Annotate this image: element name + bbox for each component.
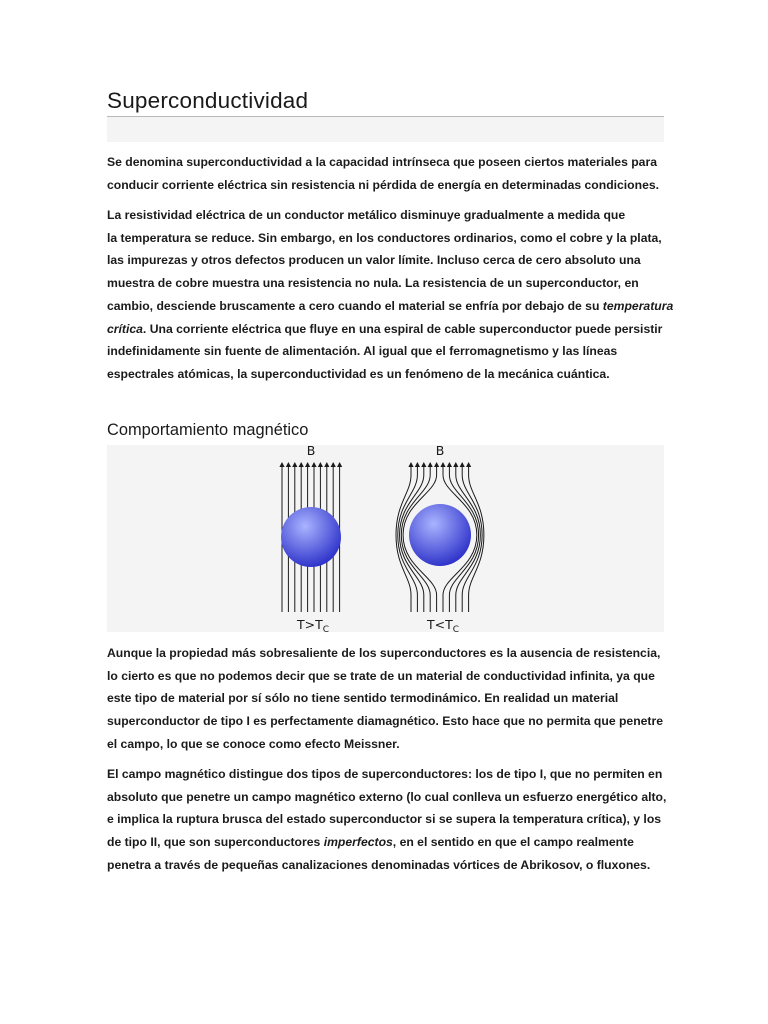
types-line-4-end: , en el sentido en que el campo realmente [392,835,634,850]
left-field-arrow [324,462,329,467]
resistivity-line-4: muestra de cobre muestra una resistencia no nula. La resistencia de un superconductor, en [107,276,639,291]
right-field-arrow [421,462,426,467]
types-line-2: absoluto que penetre un campo magnético externo (lo cual conlleva un esfuerzo energético alto, [107,789,667,804]
types-line-4-text: de tipo II, que son superconductores [107,835,324,850]
intro-line-2: conducir corriente eléctrica sin resistencia ni pérdida de energía en determinadas condiciones. [107,177,660,192]
left-field-arrow [337,462,342,467]
resistivity-line-5 [107,295,673,318]
meissner-line-5: el campo, lo que se conoce como efecto Meissner. [107,736,400,751]
section-heading-magnetic: Comportamiento magnético [107,421,309,439]
types-line-5: penetra a través de pequeñas canalizaciones denominadas vórtices de Abrikosov, o fluxones. [107,857,651,872]
resistivity-line-1: La resistividad eléctrica de un conductor metálico disminuye gradualmente a medida que [107,208,626,222]
right-field-arrow [415,462,420,467]
meissner-line-2: lo cierto es que no podemos decir que se trate de un material de conductividad infinita, ya que [107,668,655,683]
meissner-line-3: este tipo de material por sí sólo no tiene sentido termodinámico. En realidad un material [107,691,619,706]
left-field-arrow [305,462,310,467]
left-field-label: B [306,445,316,458]
left-field-arrow [286,462,291,467]
critical-term: crítica [107,321,143,336]
resistivity-line-3: las impurezas y otros defectos producen un valor límite. Incluso cerca de cero absoluto una [107,253,641,268]
resistivity-line-7: indefinidamente sin fuente de alimentación. Al igual que el ferromagnetismo y las líneas [107,344,618,359]
right-caption-main: T<T [427,617,453,632]
meissner-diagram [107,445,664,632]
right-field-arrow [428,462,433,467]
left-field-arrow [318,462,323,467]
right-caption [426,617,459,632]
meissner-paragraph [107,642,663,756]
right-field-arrow [447,462,452,467]
critical-temperature-term: temperatura [602,298,674,313]
meissner-line-4: superconductor de tipo I es perfectamente diamagnético. Esto hace que no permita que penetre [107,714,664,729]
resistivity-line-8: espectrales atómicas, la superconductividad es un fenómeno de la mecánica cuántica. [107,366,610,381]
left-field-arrow [299,462,304,467]
resistivity-line-6-text: . Una corriente eléctrica que fluye en una espiral de cable superconductor puede persistir [142,321,663,336]
right-field-arrow [466,462,471,467]
left-sphere [281,507,341,567]
right-field-label: B [435,445,445,458]
intro-paragraph [107,151,659,196]
right-field-arrow [460,462,465,467]
left-caption-main: T>T [297,617,323,632]
meissner-figure [107,445,664,632]
right-field-arrow [440,462,445,467]
left-field-arrow [279,462,284,467]
right-field-arrow [434,462,439,467]
page-title: Superconductividad [107,88,309,113]
right-field-arrow [408,462,413,467]
left-caption [296,617,329,632]
types-line-3: e implica la ruptura brusca del estado superconductor si se supera la temperatura crítica), y los [107,812,662,827]
types-paragraph [107,763,666,877]
left-field-arrow [292,462,297,467]
types-line-1: El campo magnético distingue dos tipos de superconductores: los de tipo I, que no permiten en [107,767,663,781]
right-caption-sub: C [452,625,460,632]
left-field-arrow [331,462,336,467]
right-field-arrow [453,462,458,467]
resistivity-line-5-text: cambio, desciende bruscamente a cero cuando el material se enfría por debajo de su [107,298,603,313]
resistivity-line-2: la temperatura se reduce. Sin embargo, en los conductores ordinarios, como el cobre y la plata, [107,230,662,245]
meissner-line-1: Aunque la propiedad más sobresaliente de los superconductores es la ausencia de resistencia, [107,646,661,660]
title-underline-bar [107,116,664,142]
left-field-arrow [311,462,316,467]
imperfect-term: imperfectos [323,835,393,850]
intro-line-1: Se denomina superconductividad a la capacidad intrínseca que poseen ciertos materiales para [107,155,657,169]
resistivity-paragraph [107,204,673,386]
left-caption-sub: C [322,625,330,632]
resistivity-line-6 [107,318,673,341]
types-line-4 [107,831,666,854]
right-sphere [409,504,471,566]
